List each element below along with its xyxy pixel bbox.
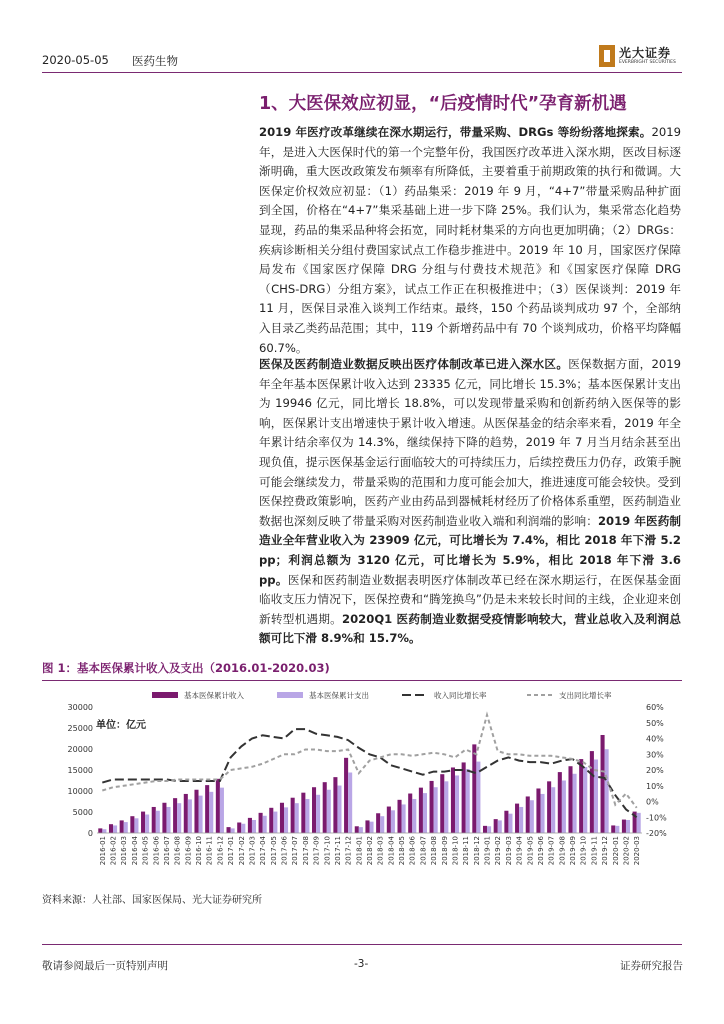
bar-expense xyxy=(327,790,331,833)
bar-income xyxy=(611,825,615,833)
y-right-tick-label: 40% xyxy=(646,734,664,744)
x-tick-label: 2017-01 xyxy=(227,836,236,866)
x-tick-label: 2019-12 xyxy=(601,836,610,866)
section-title: 1、大医保效应初显，“后疫情时代”孕育新机遇 xyxy=(259,94,627,114)
bar-expense xyxy=(359,827,363,833)
bar-expense xyxy=(498,820,502,833)
bar-income xyxy=(141,812,145,833)
y-left-tick-label: 25000 xyxy=(67,724,93,733)
income-growth-line xyxy=(102,729,636,817)
y-right-tick-label: 10% xyxy=(646,781,664,791)
y-left-tick-label: 0 xyxy=(87,829,93,838)
bar-income xyxy=(579,759,583,833)
bar-expense xyxy=(124,822,128,833)
bar-expense xyxy=(605,749,609,833)
footer-divider xyxy=(42,944,682,945)
bar-income xyxy=(558,772,562,833)
x-tick-label: 2018-02 xyxy=(366,836,374,866)
bar-expense xyxy=(487,826,491,833)
bar-income xyxy=(344,758,348,833)
bar-expense xyxy=(637,813,641,833)
x-tick-label: 2016-03 xyxy=(120,836,129,866)
x-tick-label: 2018-10 xyxy=(451,836,460,866)
bar-income xyxy=(430,781,434,833)
bar-income xyxy=(622,820,626,833)
paragraph-2-text: 医保数据方面，2019 年全年基本医保累计收入达到 23335 亿元，同比增长 15.3%；基本医保累计支出为 19946 亿元，同比增长 18.8%，可以发现带量采购和创新药纳入医保等的影响，医保累计支出增速快于累计收入增速。从医保基金的结余率来看，2019 年全年累计结余率仅为 14.3%，继续保持下降的趋势，2019 年 7 月当月结余甚至出现负值，提示医保基金运行面临较大的可持续压力，后续控费压力仍存，政策手腕可能会继续发力，带量采购的范围和力度可能会加大，推进速度可能会较快。受到医保控费政策影响，医药产业由药品到器械耗材经历了价格体系重塑，医药制造业数据也深刻反映了带量采购对医药制造业收入端和利润端的影响： xyxy=(259,357,681,528)
x-tick-label: 2018-01 xyxy=(355,836,364,866)
bar-expense xyxy=(220,788,224,833)
bar-expense xyxy=(295,803,299,833)
bar-expense xyxy=(370,822,374,833)
bar-expense xyxy=(188,799,192,833)
x-tick-label: 2019-09 xyxy=(569,836,578,866)
bar-income xyxy=(248,818,252,833)
x-tick-label: 2020-02 xyxy=(622,836,631,866)
x-tick-label: 2016-11 xyxy=(205,836,214,866)
bar-income xyxy=(601,735,605,833)
bar-expense xyxy=(177,803,181,833)
bar-income xyxy=(483,826,487,833)
paragraph-1 xyxy=(259,123,681,358)
bar-income xyxy=(227,827,231,833)
bar-expense xyxy=(134,818,138,833)
x-tick-label: 2018-11 xyxy=(462,836,471,866)
bar-expense xyxy=(231,828,235,833)
bar-expense xyxy=(615,826,619,833)
legend-swatch xyxy=(152,692,178,698)
x-tick-label: 2016-01 xyxy=(98,836,107,866)
figure-title: 图 1：基本医保累计收入及支出（2016.01-2020.03) xyxy=(42,661,330,675)
bar-income xyxy=(504,811,508,833)
bar-income xyxy=(109,824,113,833)
bar-expense xyxy=(102,829,106,833)
bar-income xyxy=(387,807,391,833)
x-tick-label: 2016-02 xyxy=(109,836,118,866)
x-tick-label: 2018-05 xyxy=(398,836,407,866)
paragraph-2-lead: 医保及医药制造业数据反映出医疗体制改革已进入深水区。 xyxy=(259,357,569,371)
x-tick-label: 2019-03 xyxy=(504,836,513,866)
bar-expense xyxy=(519,807,523,833)
x-tick-label: 2016-08 xyxy=(173,836,182,866)
legend-label: 基本医保累计支出 xyxy=(309,691,369,700)
bar-expense xyxy=(252,820,256,833)
bar-expense xyxy=(391,810,395,833)
figure-divider xyxy=(42,680,682,681)
legend-label: 支出同比增长率 xyxy=(559,691,612,700)
bar-expense xyxy=(562,781,566,834)
bar-expense xyxy=(583,767,587,833)
bar-expense xyxy=(466,769,470,833)
bar-income xyxy=(98,828,102,833)
bar-income xyxy=(130,816,134,833)
bar-income xyxy=(312,787,316,833)
bar-income xyxy=(269,808,273,833)
y-right-tick-label: 20% xyxy=(646,766,664,775)
bar-expense xyxy=(263,816,267,833)
x-tick-label: 2017-10 xyxy=(323,836,332,866)
bar-expense xyxy=(241,824,245,833)
bar-expense xyxy=(540,794,544,833)
bar-income xyxy=(216,779,220,833)
bar-income xyxy=(526,796,530,833)
x-tick-label: 2018-08 xyxy=(430,836,439,866)
y-right-tick-label: 50% xyxy=(646,718,664,728)
x-tick-label: 2017-07 xyxy=(291,836,300,866)
figure-source: 资料来源：人社部、国家医保局、光大证券研究所 xyxy=(42,895,262,906)
x-tick-label: 2016-06 xyxy=(152,836,161,866)
paragraph-2 xyxy=(259,355,681,649)
bar-expense xyxy=(423,793,427,833)
bar-expense xyxy=(476,762,480,833)
x-tick-label: 2019-01 xyxy=(483,836,492,866)
y-right-tick-label: 30% xyxy=(646,750,664,760)
footer-report-type: 证券研究报告 xyxy=(620,960,683,972)
paragraph-1-text: 2019 年，是进入大医保时代的第一个完整年份，我国医疗改革进入深水期，医改目标逐渐明确，重大医改政策发布频率有所降低，主要着重于前期政策的执行和微调。大医保定价权效应初显：（1）药品集采：2019 年 9 月，“4+7”带量采购品种扩面到全国，价格在“4+7”集采基础上进一步下降 25%。我们认为，集采常态化趋势显现，药品的集采品种将会拓宽，同时耗材集采的方向也更加明确；（2）DRGs：疾病诊断相关分组付费国家试点工作稳步推进中。2019 年 10 月，国家医疗保障局发布《国家医疗保障 DRG 分组与付费技术规范》和《国家医疗保障 DRG（CHS-DRG）分组方案》，试点工作正在积极推进中；（3）医保谈判：2019 年 11 月，医保目录准入谈判工作结束。最终，150 个药品谈判成功 97 个，全部纳入目录乙类药品范围；其中，119 个新增药品中有 70 个谈判成功，价格平均降幅 60.7%。 xyxy=(259,125,681,355)
bar-income xyxy=(419,788,423,833)
bar-income xyxy=(280,803,284,833)
legend-label: 收入同比增长率 xyxy=(434,691,487,700)
bar-expense xyxy=(273,812,277,833)
x-tick-label: 2018-09 xyxy=(440,836,449,866)
bar-expense xyxy=(337,786,341,833)
bar-income xyxy=(355,826,359,833)
bar-income xyxy=(590,751,594,833)
bar-income xyxy=(152,807,156,833)
bar-expense xyxy=(199,796,203,833)
bar-income xyxy=(547,781,551,833)
x-tick-label: 2019-07 xyxy=(547,836,556,866)
y-left-tick-label: 5000 xyxy=(72,808,93,817)
legend-swatch xyxy=(277,692,303,698)
x-tick-label: 2018-03 xyxy=(376,836,385,866)
bar-income xyxy=(291,798,295,833)
bar-expense xyxy=(166,807,170,833)
x-tick-label: 2016-12 xyxy=(216,836,225,866)
bar-expense xyxy=(113,825,117,833)
x-tick-label: 2017-12 xyxy=(344,836,353,866)
bar-expense xyxy=(316,795,320,833)
x-tick-label: 2019-06 xyxy=(536,836,545,866)
x-tick-label: 2017-06 xyxy=(280,836,289,866)
x-tick-label: 2019-02 xyxy=(494,836,503,866)
x-tick-label: 2017-02 xyxy=(237,836,246,866)
report-date: 2020-05-05 xyxy=(42,53,109,67)
company-logo xyxy=(599,44,679,70)
x-tick-label: 2019-08 xyxy=(558,836,567,866)
x-tick-label: 2017-08 xyxy=(301,836,310,866)
bar-income xyxy=(365,820,369,833)
x-tick-label: 2018-06 xyxy=(408,836,417,866)
paragraph-2-text-2: 医保和医药制造业数据表明医疗体制改革已经在深水期运行，在医保基金面临收支压力情况下，医保控费和“腾笼换鸟”仍是未来较长时间的主线，企业迎来创新转型机遇期。 xyxy=(259,572,681,626)
legend-label: 基本医保累计收入 xyxy=(184,691,244,700)
paragraph-2-bold-3: 2020Q1 医药制造业数据受疫情影响较大，营业总收入及利润总额可比下滑 8.9%和 15.7%。 xyxy=(259,611,681,646)
bar-income xyxy=(472,744,476,833)
bar-expense xyxy=(402,804,406,833)
bar-expense xyxy=(284,807,288,833)
bar-income xyxy=(515,804,519,833)
bar-income xyxy=(568,766,572,833)
x-tick-label: 2017-09 xyxy=(312,836,321,866)
chart-unit-label: 单位：亿元 xyxy=(96,720,146,731)
page-number: -3- xyxy=(354,958,369,970)
paragraph-1-lead: 2019 年医疗改革继续在深水期运行，带量采购、DRGs 等纷纷落地探索。 xyxy=(259,125,652,139)
x-tick-label: 2018-07 xyxy=(419,836,428,866)
bar-expense xyxy=(626,820,630,833)
bar-income xyxy=(440,774,444,833)
bar-income xyxy=(397,800,401,833)
bar-expense xyxy=(305,799,309,833)
x-tick-label: 2017-05 xyxy=(269,836,278,866)
y-left-tick-label: 10000 xyxy=(67,787,93,796)
bar-income xyxy=(408,794,412,833)
x-tick-label: 2016-04 xyxy=(130,836,139,866)
x-tick-label: 2019-05 xyxy=(526,836,535,866)
bar-expense xyxy=(412,799,416,833)
bar-income xyxy=(184,794,188,833)
x-tick-label: 2019-10 xyxy=(579,836,588,866)
bar-expense xyxy=(455,775,459,833)
x-tick-label: 2017-11 xyxy=(333,836,342,866)
bar-expense xyxy=(145,815,149,833)
y-right-tick-label: 60% xyxy=(646,703,664,712)
x-tick-label: 2019-11 xyxy=(590,836,599,866)
report-sector: 医药生物 xyxy=(132,54,178,68)
bar-expense xyxy=(573,774,577,833)
x-tick-label: 2016-09 xyxy=(184,836,193,866)
bar-income xyxy=(194,790,198,833)
logo-mark-icon xyxy=(599,45,615,67)
bar-income xyxy=(173,798,177,833)
y-left-tick-label: 20000 xyxy=(67,745,93,754)
x-tick-label: 2016-07 xyxy=(162,836,171,866)
bar-expense xyxy=(551,787,555,833)
x-tick-label: 2018-12 xyxy=(472,836,481,866)
bar-income xyxy=(376,813,380,833)
bar-expense xyxy=(444,781,448,833)
x-tick-label: 2016-10 xyxy=(195,836,204,866)
bar-income xyxy=(536,788,540,833)
bar-expense xyxy=(434,787,438,833)
y-right-tick-label: -20% xyxy=(646,829,667,838)
logo-name: 光大证券 xyxy=(619,46,672,60)
bar-expense xyxy=(209,792,213,833)
y-right-tick-label: 0% xyxy=(646,797,659,807)
header-divider xyxy=(42,72,682,73)
x-tick-label: 2016-05 xyxy=(141,836,150,866)
medical-insurance-chart xyxy=(42,685,682,885)
bar-income xyxy=(462,762,466,833)
logo-subtitle: EVERBRIGHT SECURITIES xyxy=(619,60,676,65)
footer-disclaimer: 敬请参阅最后一页特别声明 xyxy=(42,960,168,972)
bar-income xyxy=(162,803,166,833)
bar-expense xyxy=(380,816,384,833)
bar-expense xyxy=(530,800,534,833)
bar-income xyxy=(301,793,305,833)
bar-income xyxy=(259,813,263,833)
bar-income xyxy=(494,819,498,833)
y-right-tick-label: -10% xyxy=(646,813,667,823)
bar-income xyxy=(451,767,455,833)
x-tick-label: 2020-01 xyxy=(611,836,620,866)
bar-expense xyxy=(508,814,512,833)
bar-income xyxy=(237,823,241,834)
y-left-tick-label: 30000 xyxy=(67,703,93,712)
bar-income xyxy=(205,785,209,833)
paragraph-2-bold-2: 2019 年医药制造业全年营业收入为 23909 亿元，可比增长为 7.4%，相比 2018 年下滑 5.2 pp；利润总额为 3120 亿元，可比增长为 5.9%，相比 2018 年下滑 3.6 pp。 xyxy=(259,513,681,587)
x-tick-label: 2017-04 xyxy=(259,836,268,866)
bar-income xyxy=(333,777,337,833)
x-tick-label: 2018-04 xyxy=(387,836,396,866)
x-tick-label: 2017-03 xyxy=(248,836,257,866)
x-tick-label: 2020-03 xyxy=(633,836,642,866)
bar-expense xyxy=(348,773,352,833)
bar-income xyxy=(323,782,327,833)
bar-income xyxy=(120,820,124,833)
bar-expense xyxy=(156,811,160,833)
y-left-tick-label: 15000 xyxy=(67,766,93,775)
x-tick-label: 2019-04 xyxy=(515,836,524,866)
